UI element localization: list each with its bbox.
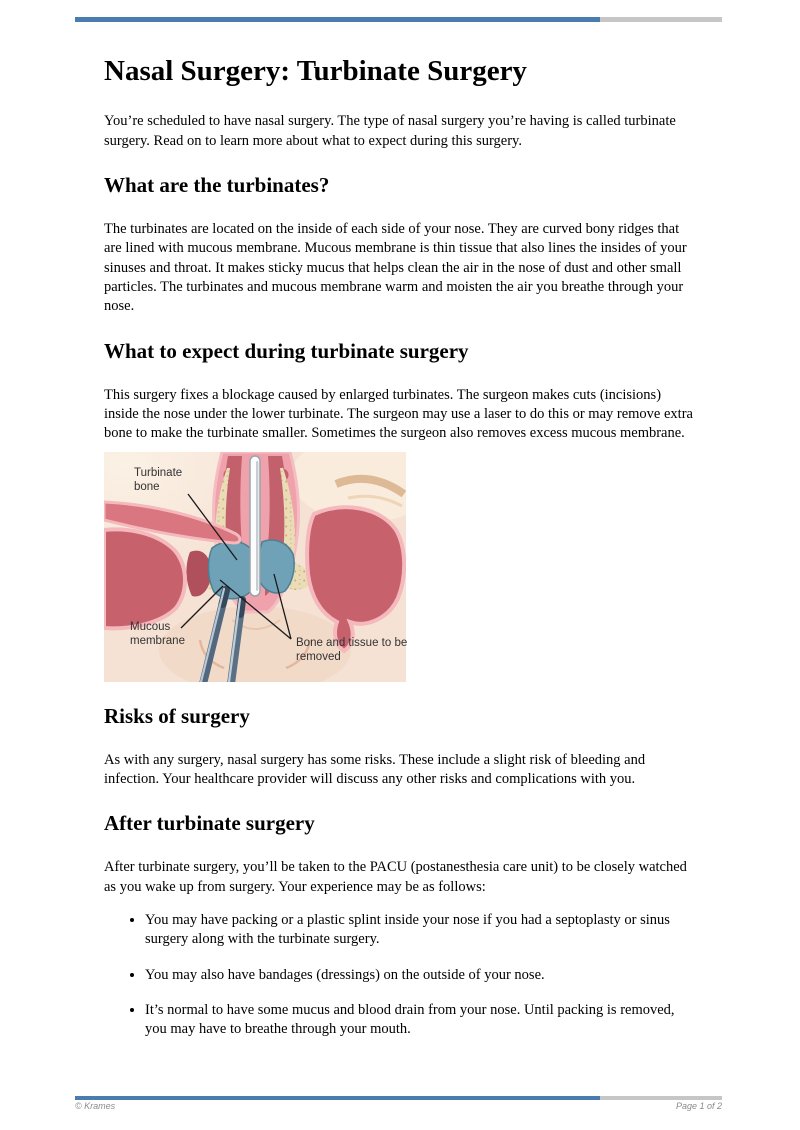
bottom-rule-blue-segment [75, 1096, 600, 1100]
figure-label-turbinate-bone: Turbinate bone [134, 466, 183, 493]
bottom-accent-rule [75, 1096, 722, 1100]
intro-paragraph: You’re scheduled to have nasal surgery. The type of nasal surgery you’re having is called turbinate surgery. Read on to learn more about what to expect during this surgery. [104, 113, 676, 149]
page-title: Nasal Surgery: Turbinate Surgery [104, 55, 527, 87]
footer-copyright: © Krames [75, 1101, 116, 1111]
section-body-risks: As with any surgery, nasal surgery has some risks. These include a slight risk of bleeding and infection. Your healthcare provider will discuss any other risks and complications with you. [104, 751, 646, 787]
section-body-turbinates: The turbinates are located on the inside of each side of your nose. They are curved bony ridges that are lined with mucous membrane. Mucous membrane is thin tissue that also lines the insides of your sinuses and throat. It makes sticky mucus that helps clean the air in the nose of dust and other small particles. The turbinates and mucous membrane warm and moisten the air you breathe through your nose. [104, 221, 687, 315]
bottom-rule-gray-segment [600, 1096, 722, 1100]
page-footer [75, 1101, 722, 1111]
list-item: • It’s normal to have some mucus and blood drain from your nose. Until packing is removed, you may have to breathe through your mouth. [145, 1001, 699, 1040]
section-heading-after: After turbinate surgery [104, 811, 315, 836]
section-heading-risks: Risks of surgery [104, 703, 250, 728]
after-surgery-list [104, 911, 699, 1039]
nasal-anatomy-figure [104, 452, 406, 682]
figure-label-bone-tissue: Bone and tissue to be removed [296, 636, 408, 663]
section-body-expect: This surgery fixes a blockage caused by enlarged turbinates. The surgeon makes cuts (incisions) inside the nose under the lower turbinate. The surgeon may use a laser to do this or may remove extra bone to make the turbinate smaller. Sometimes the surgeon also removes excess mucous membrane. [104, 386, 693, 442]
section-body-after: After turbinate surgery, you’ll be taken to the PACU (postanesthesia care unit) to be closely watched as you wake up from surgery. Your experience may be as follows: [104, 859, 687, 895]
list-item: • You may also have bandages (dressings) on the outside of your nose. [145, 966, 699, 985]
section-heading-turbinates: What are the turbinates? [104, 172, 330, 197]
footer-page-number: Page 1 of 2 [675, 1101, 722, 1111]
figure-label-mucous-membrane: Mucous membrane [130, 620, 185, 647]
section-heading-expect: What to expect during turbinate surgery [104, 338, 469, 363]
list-item: • You may have packing or a plastic splint inside your nose if you had a septoplasty or sinus surgery along with the turbinate surgery. [145, 911, 699, 950]
document-body [104, 0, 699, 1055]
